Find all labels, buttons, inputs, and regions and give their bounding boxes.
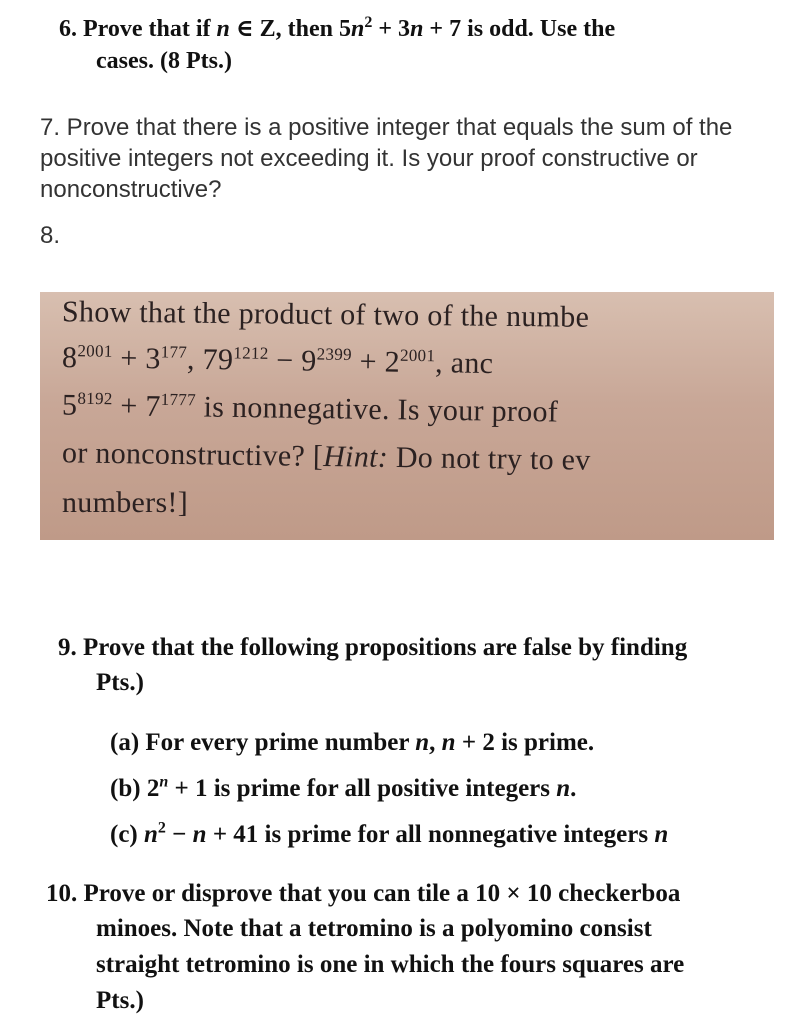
question-6-line-1: [59, 12, 615, 46]
poly-var-2: n: [410, 16, 424, 42]
part-a-var-2: n: [441, 729, 456, 756]
part-c-minus: −: [165, 821, 193, 848]
question-10-line-2: minoes. Note that a tetromino is a polyomino consist: [96, 915, 652, 942]
question-10-number: 10.: [46, 880, 78, 907]
element-of-symbol: ∈: [235, 16, 254, 42]
part-a-label: (a): [110, 729, 140, 756]
photo-line-4-b: Do not try to ev: [387, 440, 591, 477]
question-7-text: 7. Prove that there is a positive integer that equals the sum of the positive integers not exceeding it. Is your proof constructive or nonconstructive?: [40, 114, 733, 203]
question-9-line-2: Pts.): [96, 669, 144, 696]
poly-exponent: 2: [364, 14, 373, 31]
question-6-number: 6.: [59, 16, 77, 42]
photo-line-3: [62, 389, 559, 430]
question-6-line-2: cases. (8 Pts.): [96, 48, 232, 74]
question-6-mid: , then: [275, 16, 334, 42]
part-b-exp: n: [159, 773, 169, 791]
question-10-text-1: Prove or disprove that you can tile a 10 × 10 checkerboa: [83, 880, 681, 907]
photo-plus-3: + 3: [112, 341, 161, 376]
question-8-number: 8.: [40, 222, 61, 249]
question-8-photo: [40, 292, 774, 540]
photo-plus-7: + 7: [112, 389, 161, 423]
photo-sep: ,: [186, 342, 203, 376]
photo-exp-177: 177: [160, 342, 188, 362]
math-var-n: n: [216, 16, 230, 42]
photo-minus-9: − 9: [268, 343, 317, 378]
poly-coefficient: 5: [339, 16, 352, 42]
question-6-lead: Prove that if: [83, 16, 211, 42]
photo-hint: Hint:: [322, 439, 389, 474]
question-10-line-4: Pts.): [96, 987, 144, 1014]
photo-plus-2: + 2: [351, 345, 401, 379]
photo-base-79: 79: [202, 342, 234, 377]
part-c-exp: 2: [157, 819, 166, 837]
part-b-label: (b): [110, 775, 141, 802]
part-b-text: + 1 is prime for all positive integers: [168, 775, 551, 802]
part-a-text-2: ,: [429, 729, 436, 756]
photo-exp-1212: 1212: [233, 343, 269, 363]
photo-base-8: 8: [61, 340, 78, 375]
part-a-var: n: [415, 729, 430, 756]
part-c-text: + 41 is prime for all nonnegative integers: [206, 821, 649, 848]
photo-line-1: Show that the product of two of the numbe: [61, 295, 590, 334]
part-c-var: n: [144, 821, 158, 848]
photo-exp-2001: 2001: [77, 341, 113, 361]
question-10-line-3: straight tetromino is one in which the fours squares are: [96, 951, 685, 978]
photo-line-5: numbers!]: [62, 486, 188, 519]
photo-exp-8192: 8192: [77, 388, 113, 409]
question-9b: [110, 772, 576, 805]
photo-line-3-rest: is nonnegative. Is your proof: [195, 390, 559, 429]
photo-line-2: [62, 341, 494, 381]
part-c-var-3: n: [654, 821, 669, 848]
poly-var: n: [351, 16, 365, 42]
question-9-lead: Prove that the following propositions are false by finding: [83, 634, 688, 661]
part-a-text-1: For every prime number: [145, 729, 410, 756]
part-a-text-3: + 2 is prime.: [455, 729, 595, 756]
poly-term-b: + 3: [372, 16, 411, 42]
photo-exp-1777: 1777: [160, 389, 197, 410]
question-9a: [110, 726, 594, 759]
photo-exp-2399: 2399: [316, 344, 353, 365]
part-c-label: (c): [110, 821, 138, 848]
question-9c: [110, 818, 668, 851]
photo-line-4: [62, 436, 591, 477]
question-10-line-1: [46, 876, 680, 912]
part-b-base: 2: [146, 775, 160, 802]
integers-set: Z: [259, 16, 276, 42]
photo-and: , anc: [434, 346, 494, 381]
part-c-var-2: n: [192, 821, 207, 848]
part-b-var: n: [556, 775, 571, 802]
poly-term-c: + 7 is odd. Use the: [423, 16, 616, 42]
part-b-end: .: [570, 775, 577, 802]
question-9-line-1: [58, 630, 687, 666]
photo-line-4-a: or nonconstructive? [: [61, 436, 324, 473]
photo-exp-2001b: 2001: [399, 345, 436, 366]
photo-base-5: 5: [61, 388, 78, 422]
question-9-number: 9.: [58, 634, 77, 661]
